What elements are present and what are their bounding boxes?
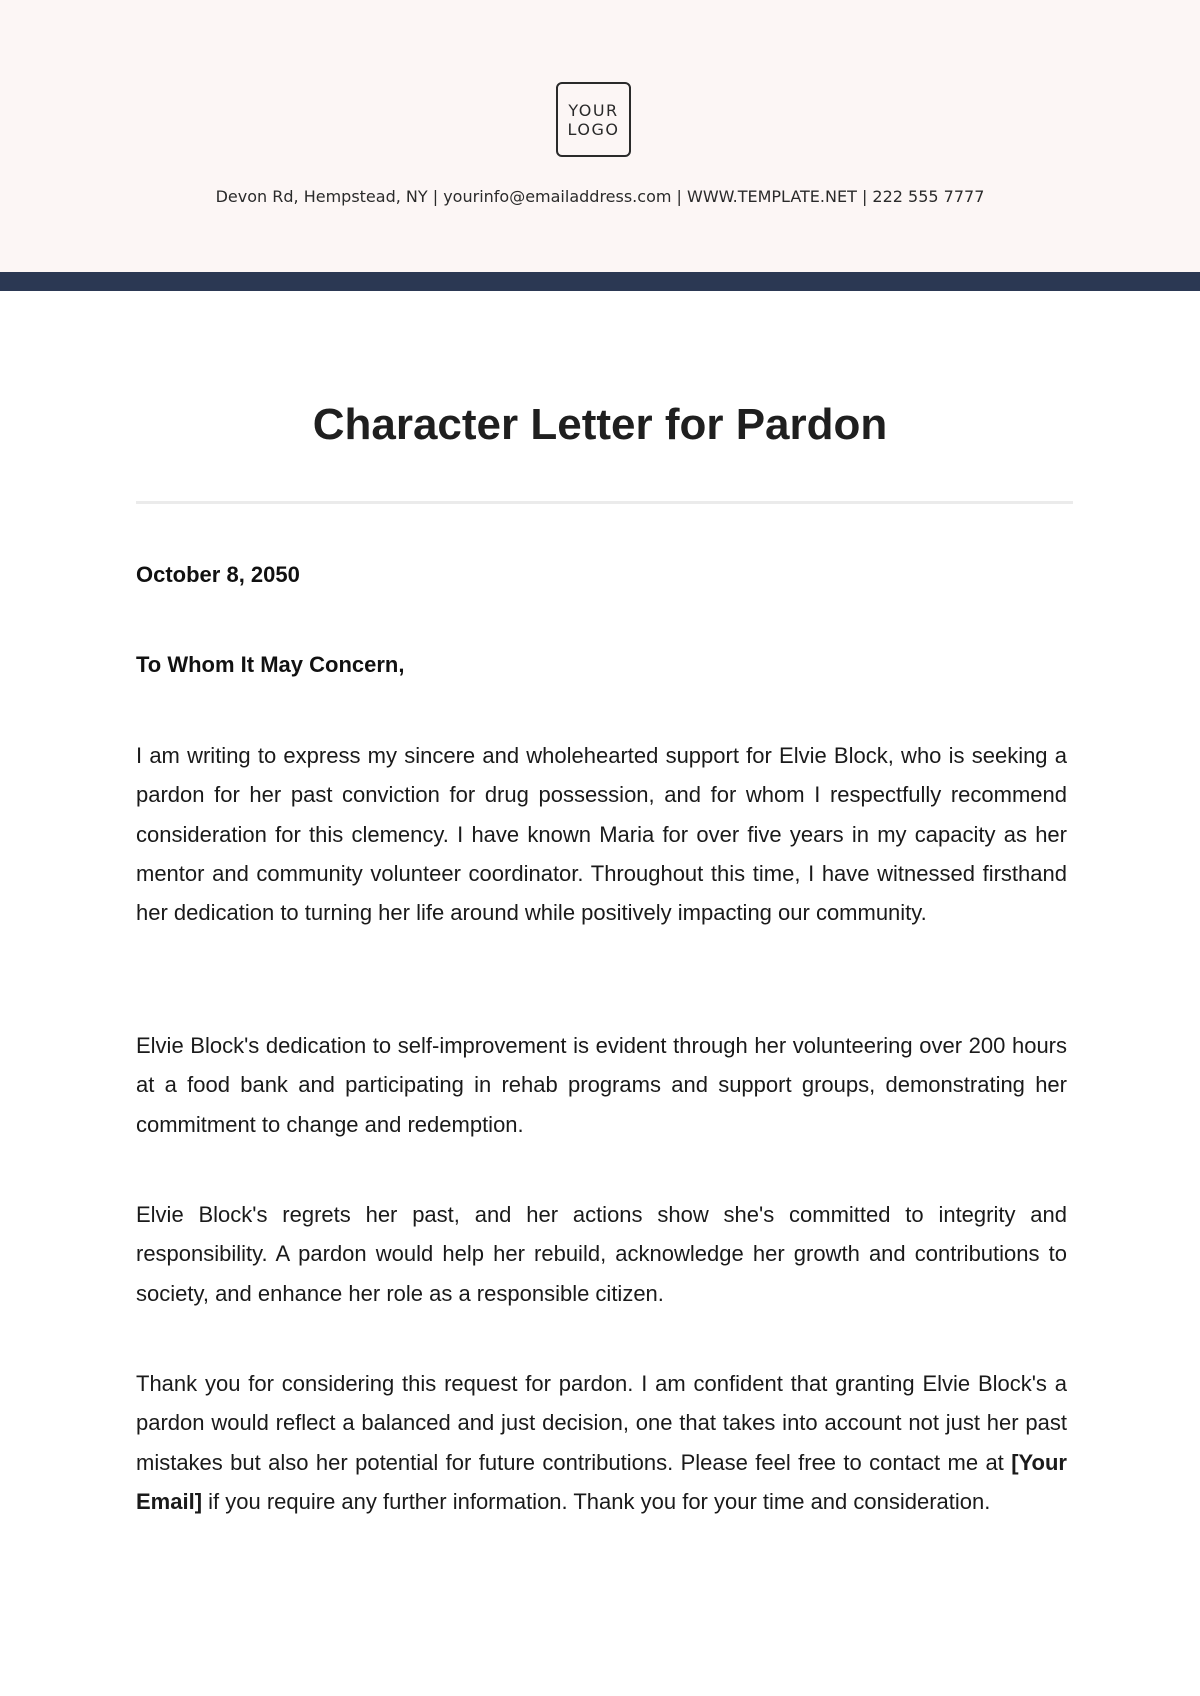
paragraph-2: Elvie Block's dedication to self-improvement is evident through her volunteering over 200 hours at a food bank and participating in rehab programs and support groups, demonstrating her commitment to change and redemption.	[136, 1033, 1067, 1137]
letter-date: October 8, 2050	[136, 562, 300, 587]
title-divider	[136, 501, 1073, 504]
salutation: To Whom It May Concern,	[136, 652, 405, 677]
paragraph-3: Elvie Block's regrets her past, and her actions show she's committed to integrity and responsibility. A pardon would help her rebuild, acknowledge her growth and contributions to society, and enhance her role as a responsible citizen.	[136, 1202, 1067, 1306]
logo-text-line1: YOUR	[568, 100, 619, 120]
letterhead	[0, 0, 1200, 272]
logo-text-line2: LOGO	[567, 119, 620, 139]
paragraph-4	[136, 1364, 1067, 1521]
document-title: Character Letter for Pardon	[312, 400, 888, 449]
paragraph-4-text-b: if you require any further information. Thank you for your time and consideration.	[202, 1488, 991, 1514]
email-placeholder: [Your Email]	[136, 1449, 1067, 1514]
contact-info: Devon Rd, Hempstead, NY | yourinfo@emailaddress.com | WWW.TEMPLATE.NET | 222 555 7777	[215, 187, 985, 206]
paragraph-1: I am writing to express my sincere and wholehearted support for Elvie Block, who is seeking a pardon for her past conviction for drug possession, and for whom I respectfully recommend consideration for this clemency. I have known Maria for over five years in my capacity as her mentor and community volunteer coordinator. Throughout this time, I have witnessed firsthand her dedication to turning her life around while positively impacting our community.	[136, 743, 1067, 926]
header-accent-bar	[0, 272, 1200, 291]
paragraph-4-text-a: Thank you for considering this request for pardon. I am confident that granting Elvie Block's a pardon would reflect a balanced and just decision, one that takes into account not just her past mistakes but also her potential for future contributions. Please feel free to contact me at	[136, 1371, 1067, 1475]
logo-placeholder	[556, 82, 631, 157]
